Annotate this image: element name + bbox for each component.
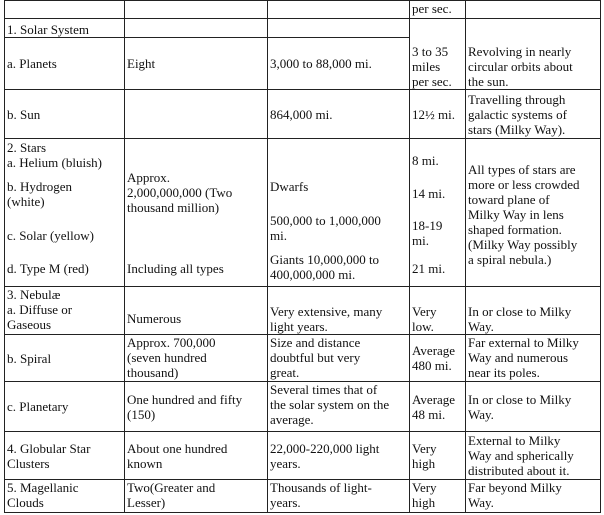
- cell-line: Several times that of: [270, 382, 378, 397]
- table-cell: [466, 139, 601, 287]
- cell-value: Including all types: [127, 261, 224, 276]
- cell-line: Average: [412, 391, 456, 407]
- cell-stack: [270, 139, 407, 286]
- cell-line: light years.: [270, 319, 328, 334]
- cell-line: stars (Milky Way).: [468, 121, 566, 137]
- category-solar-system: 1. Solar System: [7, 22, 89, 37]
- cell-line: 22,000-220,000 light: [270, 440, 380, 456]
- row-label-helium: a. Helium (bluish): [7, 155, 102, 170]
- row-label-hydrogen: (white): [7, 194, 45, 209]
- table-cell: [466, 480, 601, 513]
- cell-line: (Milky Way possibly: [468, 237, 578, 252]
- cell-line: Milky Way in lens: [468, 207, 564, 222]
- cell-line: a spiral nebula.): [468, 252, 552, 267]
- cell-line: the sun.: [468, 74, 509, 89]
- header-cell: [466, 1, 601, 19]
- table-cell: [5, 139, 125, 287]
- category-nebulae: 3. Nebulæ: [7, 287, 61, 302]
- cell-value: 12½ mi.: [412, 106, 455, 122]
- table-cell: [410, 90, 466, 139]
- cell-line: Two(Greater and: [127, 480, 216, 495]
- cell-line: 5. Magellanic: [7, 480, 79, 495]
- cell-line: Approx. 700,000: [127, 335, 216, 350]
- table-row: [5, 382, 601, 432]
- cell-line: Very extensive, many: [270, 304, 383, 319]
- cell-line: the solar system on the: [270, 397, 390, 412]
- cell-value: 3,000 to 88,000 mi.: [270, 56, 372, 71]
- cell-line: Clouds: [7, 495, 44, 510]
- table-cell: [125, 335, 268, 382]
- table-cell: [125, 19, 268, 38]
- table-cell: [5, 38, 125, 90]
- row-label-planetary: c. Planetary: [7, 399, 69, 414]
- table-cell: [268, 19, 410, 38]
- table-cell: [268, 139, 410, 287]
- table-cell: [268, 480, 410, 513]
- cell-line: mi.: [412, 233, 429, 248]
- table-cell: [410, 139, 466, 287]
- table-cell: [268, 287, 410, 335]
- cell-line: Way and spherically: [468, 448, 574, 463]
- cell-line: circular orbits about: [468, 59, 573, 74]
- header-cell: [5, 1, 125, 19]
- cell-line: miles: [412, 59, 441, 74]
- table-cell: [410, 19, 466, 90]
- cell-line: toward plane of: [468, 192, 550, 207]
- cell-line: Very: [412, 480, 437, 495]
- cell-line: more or less crowded: [468, 177, 580, 192]
- table-cell: [5, 382, 125, 432]
- cell-stack: [7, 139, 122, 286]
- cell-line: thousand million): [127, 200, 220, 215]
- row-label-type-m: d. Type M (red): [7, 261, 89, 276]
- cell-line: In or close to Milky: [468, 391, 572, 407]
- cell-line: galactic systems of: [468, 106, 567, 122]
- astronomy-table: [4, 0, 601, 513]
- table-cell: [125, 90, 268, 139]
- row-label-diffuse: a. Diffuse or: [7, 302, 73, 317]
- table-cell: [5, 432, 125, 480]
- table-cell: [5, 90, 125, 139]
- table-cell: [410, 335, 466, 382]
- cell-line: doubtful but very: [270, 350, 361, 365]
- cell-line: 500,000 to 1,000,000: [270, 213, 381, 228]
- cell-line: Size and distance: [270, 335, 361, 350]
- header-row: [5, 1, 601, 19]
- cell-line: great.: [270, 365, 300, 380]
- table-cell: [125, 382, 268, 432]
- cell-line: (seven hundred: [127, 350, 207, 365]
- cell-line: In or close to Milky: [468, 304, 572, 319]
- cell-line: 48 mi.: [412, 406, 446, 422]
- cell-value: 14 mi.: [412, 186, 446, 201]
- table-cell: [268, 335, 410, 382]
- cell-line: thousand): [127, 365, 179, 380]
- cell-stack: [127, 139, 265, 286]
- table-row: [5, 287, 601, 335]
- table-row: [5, 480, 601, 513]
- cell-line: mi.: [270, 228, 287, 243]
- table-cell: [268, 432, 410, 480]
- cell-line: Average: [412, 343, 456, 358]
- table-row: [5, 139, 601, 287]
- cell-line: low.: [412, 319, 434, 334]
- cell-line: Travelling through: [468, 91, 566, 107]
- cell-line: Way.: [468, 495, 494, 510]
- cell-value: 21 mi.: [412, 261, 446, 276]
- table-row: [5, 90, 601, 139]
- cell-line: Lesser): [127, 495, 166, 510]
- table-cell: [466, 287, 601, 335]
- header-cell: [268, 1, 410, 19]
- cell-line: known: [127, 455, 163, 471]
- table-cell: [125, 38, 268, 90]
- cell-stack: [468, 139, 598, 286]
- cell-line: (150): [127, 406, 156, 422]
- cell-line: One hundred and fifty: [127, 391, 243, 407]
- row-label-hydrogen: b. Hydrogen: [7, 179, 72, 194]
- table-cell: [466, 432, 601, 480]
- cell-stack: [412, 139, 463, 286]
- row-label-sun: b. Sun: [7, 106, 41, 122]
- cell-line: Way.: [468, 319, 494, 334]
- header-cell: [125, 1, 268, 19]
- cell-line: Way.: [468, 406, 494, 422]
- cell-line: distributed about it.: [468, 463, 570, 478]
- cell-line: near its poles.: [468, 365, 540, 380]
- table-cell: [466, 19, 601, 90]
- cell-line: 4. Globular Star: [7, 440, 91, 456]
- category-stars: 2. Stars: [7, 140, 46, 155]
- cell-line: 18-19: [412, 218, 443, 233]
- table-row: [5, 432, 601, 480]
- cell-line: shaped formation.: [468, 222, 562, 237]
- cell-line: Giants 10,000,000 to: [270, 252, 380, 267]
- row-label-planets: a. Planets: [7, 56, 57, 71]
- table-cell: [268, 38, 410, 90]
- table-cell: [410, 382, 466, 432]
- header-cell: [410, 1, 466, 19]
- cell-line: 2,000,000,000 (Two: [127, 185, 233, 200]
- cell-value: Numerous: [127, 311, 182, 326]
- cell-line: Way and numerous: [468, 350, 569, 365]
- table-row: [5, 19, 601, 38]
- table-cell: [125, 287, 268, 335]
- table-cell: [466, 90, 601, 139]
- cell-line: high: [412, 495, 436, 510]
- cell-line: Far beyond Milky: [468, 480, 562, 495]
- cell-line: About one hundred: [127, 440, 228, 456]
- table-cell: [410, 432, 466, 480]
- cell-line: 480 mi.: [412, 358, 452, 373]
- cell-line: Clusters: [7, 455, 50, 471]
- cell-value: Eight: [127, 56, 156, 71]
- cell-line: 3 to 35: [412, 44, 449, 59]
- table-cell: [410, 480, 466, 513]
- row-label-spiral: b. Spiral: [7, 350, 52, 366]
- cell-line: average.: [270, 412, 314, 427]
- cell-value: Dwarfs: [270, 179, 309, 194]
- table-cell: [466, 382, 601, 432]
- row-label-solar: c. Solar (yellow): [7, 228, 95, 243]
- table-cell: [5, 287, 125, 335]
- table-cell: [410, 287, 466, 335]
- table-cell: [125, 432, 268, 480]
- row-label-diffuse: Gaseous: [7, 317, 52, 332]
- cell-line: Far external to Milky: [468, 335, 579, 350]
- cell-line: high: [412, 455, 436, 471]
- table-row: [5, 335, 601, 382]
- cell-line: External to Milky: [468, 433, 561, 448]
- cell-line: per sec.: [412, 74, 452, 89]
- table-cell: [125, 480, 268, 513]
- cell-line: Revolving in nearly: [468, 44, 572, 59]
- cell-line: years.: [270, 455, 301, 471]
- cell-line: Very: [412, 304, 437, 319]
- cell-line: All types of stars are: [468, 162, 576, 177]
- cell-stack: [7, 287, 122, 334]
- table-cell: [268, 90, 410, 139]
- table-cell: [466, 335, 601, 382]
- table-cell: [268, 382, 410, 432]
- cell-line: 400,000,000 mi.: [270, 267, 356, 282]
- table-cell: [5, 480, 125, 513]
- cell-line: Very: [412, 440, 437, 456]
- cell-line: Approx.: [127, 170, 170, 185]
- cell-value: 8 mi.: [412, 153, 439, 168]
- table-cell: [125, 139, 268, 287]
- table-cell: [5, 335, 125, 382]
- cell-line: years.: [270, 495, 301, 510]
- cell-line: Thousands of light-: [270, 480, 372, 495]
- table-cell: [5, 19, 125, 38]
- cell-value: 864,000 mi.: [270, 106, 333, 122]
- speed-unit-label: per sec.: [412, 1, 452, 16]
